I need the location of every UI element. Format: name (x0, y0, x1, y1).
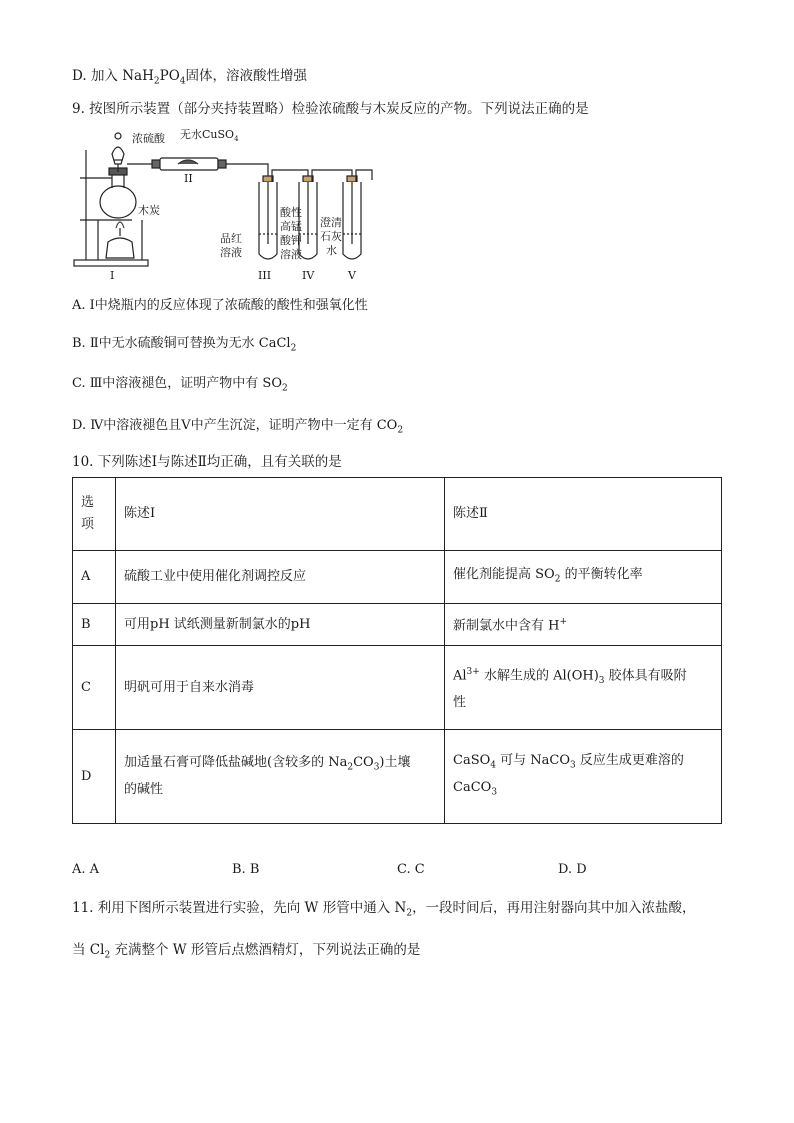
row-statement-2: CaSO$_4$ 可与 NaCO$_3$ 反应生成更难溶的 CaCO$_3$ (445, 730, 722, 824)
alcohol-lamp (106, 238, 134, 258)
label-pinhong-2: 溶液 (220, 246, 242, 259)
table-row (73, 730, 722, 824)
label-kmno4-1: 酸性 (280, 206, 302, 219)
label-lime-3: 水 (326, 244, 337, 257)
label-v: V (348, 269, 356, 282)
q10-table (72, 477, 722, 824)
row-statement-2: 新制氯水中含有 H+ (445, 604, 722, 646)
row-statement-2: 催化剂能提高 $SO_2$ 的平衡转化率 (445, 551, 722, 604)
row-statement-2: $Al^{3+}$ 水解生成的 $Al(OH)_3$ 胶体具有吸附 性 (445, 646, 722, 730)
label-i: I (110, 269, 115, 282)
table-row (73, 646, 722, 730)
q9-apparatus-diagram (72, 124, 392, 284)
row-statement-1: 明矾可用于自来水消毒 (116, 646, 445, 730)
q8-option-d: D. 加入 $NaH_2PO_4$固体，溶液酸性增强 (72, 68, 307, 87)
header-statement-1: 陈述Ⅰ (116, 478, 445, 551)
separatory-funnel (112, 147, 124, 164)
header-statement-2: 陈述Ⅱ (445, 478, 722, 551)
label-lime-1: 澄清 (320, 216, 342, 229)
stand-base (74, 260, 148, 266)
q11-stem-line-1: 11. 利用下图所示装置进行实验，先向 W 形管中通入 $N_2$，一段时间后，再用注射器向其中加入浓盐酸， (72, 900, 696, 919)
label-iv: IV (302, 269, 315, 282)
answer-b: B. B (232, 862, 260, 877)
header-option: 选 项 (73, 478, 116, 551)
answer-c: C. C (397, 862, 425, 877)
label-lime-2: 石灰 (320, 230, 342, 243)
row-statement-1: 硫酸工业中使用催化剂调控反应 (116, 551, 445, 604)
round-flask (100, 186, 136, 218)
label-pinhong-1: 品红 (220, 232, 242, 245)
q11-stem-line-2: 当 $Cl_2$ 充满整个 W 形管后点燃酒精灯，下列说法正确的是 (72, 942, 421, 961)
q9-option-a: A. Ⅰ中烧瓶内的反应体现了浓硫酸的酸性和强氧化性 (72, 298, 368, 313)
table-row (73, 604, 722, 646)
label-anhydrous-cuso4: 无水CuSO$_4$ (180, 128, 239, 143)
q9-stem: 9. 按图所示装置（部分夹持装置略）检验浓硫酸与木炭反应的产物。下列说法正确的是 (72, 101, 589, 117)
row-option: D (73, 730, 116, 824)
label-iii: III (258, 269, 272, 282)
label-ii: II (184, 172, 193, 185)
label-kmno4-2: 高锰 (280, 220, 302, 233)
row-statement-1: 加适量石膏可降低盐碱地(含较多的 $Na_2CO_3$)土壤 的碱性 (116, 730, 445, 824)
label-kmno4-3: 酸钾 (280, 234, 302, 247)
row-option: A (73, 551, 116, 604)
row-statement-1: 可用pH 试纸测量新制氯水的pH (116, 604, 445, 646)
answer-d: D. D (558, 862, 587, 877)
label-charcoal: 木炭 (138, 204, 160, 217)
label-conc-acid: 浓硫酸 (132, 132, 165, 145)
row-option: C (73, 646, 116, 730)
row-option: B (73, 604, 116, 646)
table-row (73, 551, 722, 604)
q9-option-c: C. Ⅲ中溶液褪色，证明产物中有 $SO_2$ (72, 376, 288, 394)
label-kmno4-4: 溶液 (280, 248, 302, 261)
q9-option-b: B. Ⅱ中无水硫酸铜可替换为无水 CaCl$_2$ (72, 336, 297, 354)
answer-a: A. A (72, 862, 100, 877)
q9-option-d: D. Ⅳ中溶液褪色且Ⅴ中产生沉淀，证明产物中一定有 $CO_2$ (72, 418, 404, 436)
table-header-row (73, 478, 722, 551)
q10-stem: 10. 下列陈述Ⅰ与陈述Ⅱ均正确，且有关联的是 (72, 454, 342, 470)
